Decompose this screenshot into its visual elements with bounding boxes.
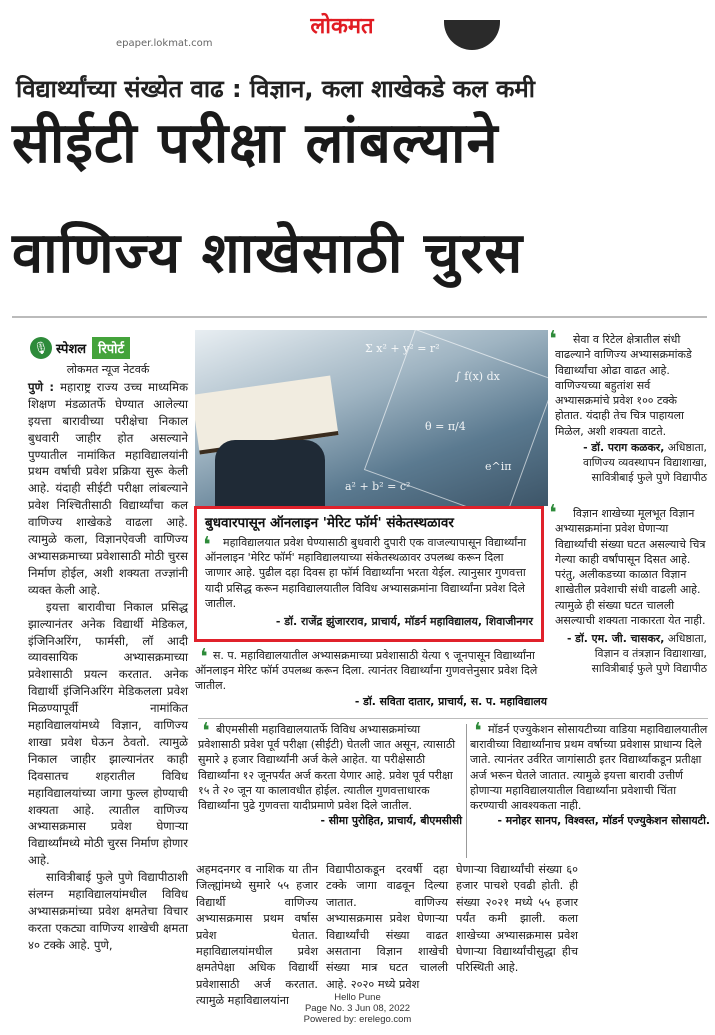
quote-2-text: विज्ञान शाखेच्या मूलभूत विज्ञान अभ्यासक्रमांना प्रवेश घेणाऱ्या विद्यार्थ्यांची संख्या घटत असल्याचे चित्र गेल्या काही वर्षांपासून दिसत आहे. परंतु, अलीकडच्या काळात विज्ञान शाखेतील प्रवेशाची संधी वाढली आहे. त्यामुळे ही संख्या घटत चालली असल्याची शक्यता नाकारता येत नाही. (555, 507, 706, 628)
epaper-url[interactable]: epaper.lokmat.com (116, 38, 213, 49)
headline-line-2: वाणिज्य शाखेसाठी चुरस (12, 221, 524, 286)
article-body-column (28, 362, 188, 954)
byline: लोकमत न्यूज नेटवर्क (66, 363, 150, 376)
footer-edition: Hello Pune (334, 992, 381, 1003)
quote-icon: ❛ (549, 327, 557, 352)
quote-icon: ❛ (549, 501, 557, 526)
continuation-col-1: अहमदनगर व नाशिक या तीन जिल्ह्यांमध्ये सुमारे ५५ हजार विद्यार्थी वाणिज्य अभ्यासक्रमास प्रथम वर्षास प्रवेश घेतात. महाविद्यालयांमधील प्रवेश क्षमतेपेक्षा अधिक विद्यार्थी प्रवेशासाठी अर्ज करतात. त्यामुळे महाविद्यालयांना (196, 863, 318, 1008)
body-paragraph-3: सावित्रीबाई फुले पुणे विद्यापीठाशी संलग्न महाविद्यालयांमधील विविध अभ्यासक्रमांच्या प्रवेश क्षमतेचा विचार करता एकट्या वाणिज्य शाखेची क्षमता ४० टक्के आहे. पुणे, (28, 870, 188, 952)
column-divider (466, 724, 467, 858)
quote-1-sig-name: - डॉ. पराग कळकर, (583, 441, 665, 455)
quote-block-5 (470, 719, 710, 828)
box-text: महाविद्यालयात प्रवेश घेण्यासाठी बुधवारी दुपारी एक वाजल्यापासून विद्यार्थ्यांना ऑनलाइन 'मेरिट फॉर्म' महाविद्यालयाच्या संकेतस्थळावर उपलब्ध करून दिला जाणार आहे. पुढील दहा दिवस हा फॉर्म विद्यार्थ्यांना भरता येईल. त्यानुसार गुणवत्ता यादी प्रसिद्ध करून महाविद्यालयातील विविध अभ्यासक्रमांना विद्यार्थ्यांना प्रवेश दिले जातील. (205, 536, 527, 610)
quote-1-sig-dept: वाणिज्य व्यवस्थापन विद्याशाखा, (582, 455, 707, 469)
body-paragraph-1: महाराष्ट्र राज्य उच्च माध्यमिक शिक्षण मंडळातर्फे घेण्यात आलेल्या इयत्ता बारावीच्या परीक्षेचा निकाल बुधवारी जाहीर होत असल्याने पुण्यातील नामांकित महाविद्यालयांनी प्रथम वर्षाची प्रवेश प्रक्रिया सुरू केली आहे. यंदाही सीईटी परीक्षा लांबल्याने प्रवेश निश्चितीसाठी विद्यार्थ्यांचा कल वाणिज्य शाखेकडे वाढला आहे. त्यामुळे कला, विज्ञानऐवजी वाणिज्य अभ्यासक्रमाच्या प्रवेशासाठी मोठी चुरस निर्माण होईल, अशी शक्यता तज्ज्ञांनी व्यक्त केली आहे. (28, 379, 188, 597)
quote-2-sig-role: अधिष्ठाता, (667, 632, 707, 646)
quote-5-sig: - मनोहर सानप, विश्वस्त, मॉडर्न एज्युकेशन सोसायटी. (497, 814, 710, 828)
quote-icon: ❛ (202, 719, 210, 744)
box-title: बुधवारपासून ऑनलाइन 'मेरिट फॉर्म' संकेतस्थळावर (205, 515, 454, 531)
continuation-col-2: विद्यापीठाकडून दरवर्षी दहा टक्के जागा वाढवून दिल्या जातात. वाणिज्य अभ्यासक्रमास प्रवेश घेणाऱ्या विद्यार्थ्यांची संख्या वाढत असताना विज्ञान शाखेची संख्या मात्र घटत चालली आहे. २०२० मध्ये प्रवेश (326, 863, 448, 991)
page-footer (0, 992, 715, 1025)
quote-2-sig-univ: सावित्रीबाई फुले पुणे विद्यापीठ (591, 661, 707, 675)
quote-block-3 (195, 645, 547, 709)
quote-icon: ❛ (474, 719, 482, 744)
footer-page-date: Page No. 3 Jun 08, 2022 (304, 1003, 411, 1014)
quote-1-sig-univ: सावित्रीबाई फुले पुणे विद्यापीठ (591, 470, 707, 484)
box-signature: - डॉ. राजेंद्र झुंजारराव, प्राचार्य, मॉडर्न महाविद्यालय, शिवाजीनगर (275, 615, 533, 629)
quote-4-sig: - सीमा पुरोहित, प्राचार्य, बीएमसीसी (320, 814, 462, 828)
body-paragraph-2: इयत्ता बारावीचा निकाल प्रसिद्ध झाल्यानंतर अनेक विद्यार्थी मेडिकल, इंजिनिअरिंग, फार्मसी, लॉ आदी व्यावसायिक अभ्यासक्रमाच्या प्रवेशासाठी प्रयत्न करतात. अनेक विद्यार्थी इंजिनिअरिंग मेडिकलला प्रवेश मिळण्यापूर्वी नामांकित महाविद्यालयांमध्ये विज्ञान, वाणिज्य शाखा प्रवेश घेऊन ठेवतो. त्यामुळे निकाल जाहीर झाल्यानंतर काही दिवसातच शहरातील विविध महाविद्यालयांच्या जागा फुल्ल होण्याची शक्यता आहे. त्यातील वाणिज्य अभ्यासक्रमास प्रवेश घेणाऱ्या विद्यार्थ्यांमध्ये मोठी चुरस निर्माण होणार आहे. (28, 599, 188, 868)
quote-3-text: स. प. महाविद्यालयातील अभ्यासक्रमाच्या प्रवेशासाठी येत्या ९ जूनपासून विद्यार्थ्यांना ऑनलाइन मेरिट फॉर्म उपलब्ध करून दिला. त्यानंतर विद्यार्थ्यांना गुणवत्तेनुसार प्रवेश दिले जातील. (195, 649, 538, 693)
article-photo: Σ x² + y² = r² ∫ f(x) dx θ = π/4 e^iπ a² + b² = c² (195, 330, 548, 506)
badge-label-2: रिपोर्ट (92, 337, 130, 359)
headline-line-1: सीईटी परीक्षा लांबल्याने (12, 111, 499, 176)
quote-2-sig-name: - डॉ. एम. जी. चासकर, (566, 632, 665, 646)
mic-icon: 🎙 (30, 337, 52, 359)
divider (198, 718, 708, 719)
quote-1-sig-role: अधिष्ठाता, (667, 441, 707, 455)
divider (12, 316, 707, 318)
quote-icon: ❛ (203, 533, 211, 558)
dateline: पुणे : (28, 379, 55, 394)
quote-block-2 (555, 506, 707, 677)
article-continuation (196, 862, 708, 1010)
quote-4-text: बीएमसीसी महाविद्यालयातर्फे विविध अभ्यासक्रमांच्या प्रवेशासाठी प्रवेश पूर्व परीक्षा (सीईटी) घेतली जात असून, त्यासाठी सुमारे ३ हजार विद्यार्थ्यांनी अर्ज केले आहेत. या परीक्षेसाठी विद्यार्थ्यांना १२ जूनपर्यंत अर्ज करता येणार आहे. प्रवेश पूर्व परीक्षा १५ ते २० जून या कालावधीत होईल. त्यातील गुणवत्ताधारक विद्यार्थ्यांना पुढे गुणवत्ता यादीप्रमाणे प्रवेश दिले जातील. (198, 723, 456, 813)
footer-powered-by[interactable]: Powered by: erelego.com (303, 1014, 412, 1025)
quote-block-4 (198, 719, 462, 828)
quote-3-sig: - डॉ. सविता दातार, प्राचार्य, स. प. महाविद्यालय (354, 694, 547, 708)
special-report-badge (30, 335, 180, 361)
quote-block-1 (555, 332, 707, 485)
badge-label-1: स्पेशल (56, 342, 87, 357)
continuation-col-3: घेणाऱ्या विद्यार्थ्यांची संख्या ६० हजार पाचशे एवढी होती. ही संख्या २०२१ मध्ये ५५ हजार पर्यंत कमी झाली. कला शाखेच्या अभ्यासक्रमास प्रवेश घेणाऱ्या विद्यार्थ्यांचीसुद्धा हीच परिस्थिती आहे. (456, 863, 578, 975)
quote-1-text: सेवा व रिटेल क्षेत्रातील संधी वाढल्याने वाणिज्य अभ्यासक्रमांकडे विद्यार्थ्यांचा ओढा वाढत आहे. वाणिज्यच्या बहुतांश सर्व अभ्यासक्रमांचे प्रवेश १०० टक्के होतात. यंदाही तेच चित्र पाहायला मिळेल, अशी शक्यता वाटते. (555, 333, 692, 438)
quote-icon: ❛ (200, 645, 208, 670)
lokmat-logo: लोकमत (310, 14, 374, 39)
merit-form-box (194, 506, 544, 642)
article-kicker: विद्यार्थ्यांच्या संख्येत वाढ : विज्ञान, कला शाखेकडे कल कमी (16, 75, 535, 103)
quote-5-text: मॉडर्न एज्युकेशन सोसायटीच्या वाडिया महाविद्यालयातील बारावीच्या विद्यार्थ्यांनाच प्रथम वर्षाच्या प्रवेशास प्राधान्य दिले जाते. त्यानंतर उर्वरित जागांसाठी इतर विद्यार्थ्यांकडून प्रतीक्षा अर्ज भरून घेतले जातात. त्यामुळे इयत्ता बारावी उत्तीर्ण होणाऱ्या महाविद्यालयातील विद्यार्थ्यांना प्रवेशाची चिंता करण्याची आवश्यकता नाही. (470, 723, 708, 813)
quote-2-sig-dept: विज्ञान व तंत्रज्ञान विद्याशाखा, (594, 647, 707, 661)
